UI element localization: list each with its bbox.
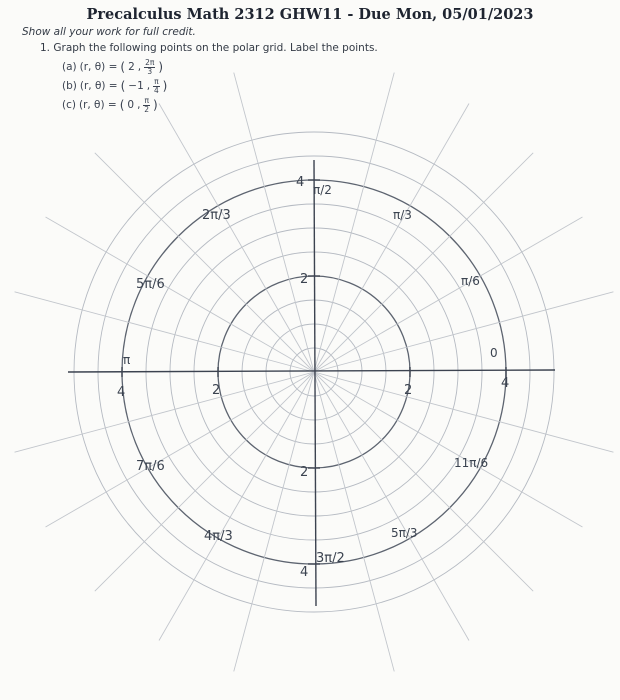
point-item-b: (b) (r, θ) = ( −1 , $\frac{\pi}{4}$ ): [62, 77, 168, 95]
radius-label-bottom-2: 2: [300, 465, 309, 480]
grid-ray: [15, 372, 314, 452]
grid-ray: [46, 372, 314, 527]
radius-label-bottom-4: 4: [300, 565, 309, 580]
point-item-a: (a) (r, θ) = ( 2 , $\frac{2\pi}{3}$ ): [62, 58, 164, 76]
open-paren: (: [119, 98, 125, 112]
item-label: (b): [62, 80, 77, 92]
angle-label-pi: π: [123, 353, 131, 367]
item-vars: (r, θ) =: [79, 80, 118, 92]
question-text: Graph the following points on the polar grid. Label the points.: [53, 42, 378, 54]
grid-ray: [234, 73, 314, 372]
item-r: 0: [127, 99, 135, 111]
angle-label-pi-over-2: π/2: [313, 183, 332, 197]
open-paren: (: [120, 79, 126, 93]
theta-denominator: 3: [147, 67, 153, 76]
angle-label-5pi-over-6: 5π/6: [136, 277, 165, 292]
theta-numerator: π: [154, 77, 159, 86]
grid-ray: [234, 372, 314, 671]
grid-ray: [46, 217, 314, 372]
grid-ray: [314, 372, 613, 452]
angle-label-5pi-over-3: 5π/3: [391, 526, 418, 540]
radius-label-right-2: 2: [404, 383, 413, 398]
radius-label-top-4: 4: [296, 175, 305, 190]
angle-label-pi-over-6: π/6: [461, 274, 480, 288]
close-paren: ): [152, 98, 158, 112]
close-paren: ): [162, 79, 168, 93]
angle-label-7pi-over-6: 7π/6: [136, 459, 165, 474]
item-label: (c): [62, 99, 76, 111]
open-paren: (: [120, 60, 126, 74]
radius-label-right-4: 4: [501, 376, 510, 391]
grid-ray: [314, 104, 469, 372]
theta-denominator: 4: [153, 86, 159, 95]
item-vars: (r, θ) =: [78, 99, 117, 111]
grid-ray: [314, 73, 394, 372]
instructions: Show all your work for full credit.: [22, 26, 196, 38]
grid-ray: [159, 372, 314, 640]
grid-ray: [314, 372, 394, 671]
radius-label-left-4: 4: [117, 385, 126, 400]
theta-numerator: π: [144, 96, 149, 105]
grid-ray: [314, 217, 582, 372]
grid-ray: [15, 292, 314, 372]
item-label: (a): [62, 61, 77, 73]
angle-label-2pi-over-3: 2π/3: [202, 208, 231, 223]
item-r: 2: [128, 61, 135, 73]
grid-ray: [314, 292, 613, 372]
grid-ray: [314, 372, 469, 640]
item-r: −1: [128, 80, 144, 92]
polar-axis-vertical: [314, 160, 316, 606]
radius-label-left-2: 2: [212, 383, 221, 398]
grid-ray: [159, 104, 314, 372]
page-title: Precalculus Math 2312 GHW11 - Due Mon, 05/01/2023: [86, 6, 534, 23]
theta-numerator: 2π: [145, 58, 155, 67]
angle-label-pi-over-3: π/3: [393, 208, 412, 222]
grid-ray: [314, 372, 582, 527]
angle-label-4pi-over-3: 4π/3: [204, 529, 233, 544]
angle-label-11pi-over-6: 11π/6: [454, 456, 489, 470]
question-number: 1.: [40, 42, 51, 54]
theta-denominator: 2: [144, 105, 150, 114]
item-vars: (r, θ) =: [79, 61, 118, 73]
close-paren: ): [158, 60, 164, 74]
point-item-c: (c) (r, θ) = ( 0 , $\frac{\pi}{2}$ ): [62, 96, 158, 114]
angle-label-zero: 0: [490, 346, 498, 360]
radius-label-top-2: 2: [300, 272, 309, 287]
angle-label-3pi-over-2: 3π/2: [316, 551, 345, 566]
